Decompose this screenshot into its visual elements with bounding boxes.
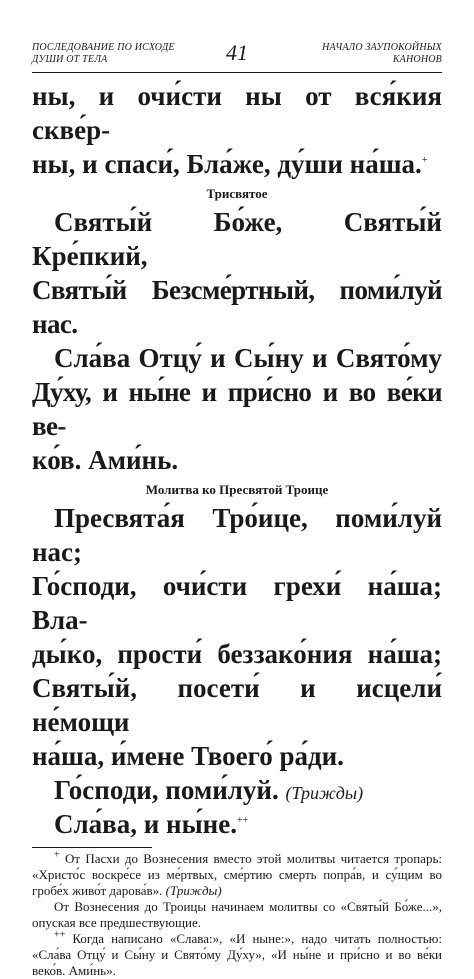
- trinity-line-2: Го́споди, очи́сти грехи́ на́ша; Вла-: [32, 571, 442, 635]
- trisagion-line-5: ко́в. Ами́нь.: [32, 445, 179, 475]
- trisagion-heading: Трисвятое: [206, 186, 268, 201]
- trisagion-line-2: Святы́й Безсме́ртный, поми́луй нас.: [32, 275, 442, 339]
- footnote-2: От Вознесения до Троицы начинаем молитвы со «Святы́й Бо́же...», опуская все предшествующие.: [32, 899, 442, 930]
- intro-line-2: [32, 147, 442, 181]
- trinity-prayer-heading: Молитва ко Пресвятой Троице: [145, 482, 329, 497]
- lord-have-mercy-line: [32, 773, 442, 807]
- trinity-line-1: Пресвята́я Тро́ице, поми́луй нас;: [32, 503, 442, 567]
- glory-now-text: Сла́ва, и ны́не.: [54, 809, 237, 839]
- book-page: [32, 38, 442, 979]
- trinity-line-4: Святы́й, посети́ и исцели́ не́мощи: [32, 673, 442, 737]
- header-right-line-2: КАНОНОВ: [392, 54, 442, 65]
- header-left-line-1: ПОСЛЕДОВАНИЕ ПО ИСХОДЕ: [32, 42, 175, 53]
- thrice-rubric: (Трижды): [285, 783, 364, 803]
- footnote-1: [32, 851, 442, 899]
- footnote-mark-2: ++: [236, 815, 249, 826]
- footnote-1-text: От Пасхи до Вознесения вместо этой молитвы читается тропарь: «Христо́с воскре́се из ме́ртвых, сме́ртию смерть попра́в, и су́щим во гробе́х живо́т дарова́в».: [32, 851, 442, 898]
- lord-have-mercy-text: Го́споди, поми́луй.: [54, 775, 279, 805]
- header-left-title: [32, 42, 192, 66]
- footnote-3-mark: ++: [54, 929, 66, 941]
- intro-line-1: ны, и очи́сти ны от вся́кия скве́р-: [32, 81, 442, 145]
- footnote-1-mark: +: [54, 849, 60, 861]
- intro-line-2-text: ны, и спаси́, Бла́же, ду́ши на́ша.: [32, 149, 422, 179]
- trinity-line-3: ды́ко, прости́ беззако́ния на́ша;: [32, 639, 442, 669]
- footnote-3: [32, 931, 442, 979]
- glory-now-line: [32, 807, 442, 841]
- page-number: 41: [226, 40, 248, 65]
- trisagion-line-3: Сла́ва Отцу́ и Сы́ну и Свято́му: [54, 343, 442, 373]
- footnote-3-text: Когда написано «Слава:», «И ныне:», надо читать полностью: «Сла́ва Отцу́ и Сы́ну и Свято́му Ду́ху», «И ны́не и при́сно и во ве́ки веко́в. Ами́нь».: [32, 931, 443, 978]
- header-left-line-2: ДУШИ ОТ ТЕЛА: [32, 54, 108, 65]
- header-right-line-1: НАЧАЛО ЗАУПОКОЙНЫХ: [322, 42, 442, 53]
- footnote-mark-1: +: [421, 155, 428, 166]
- header-right-title: [292, 42, 442, 66]
- running-header: [32, 38, 442, 73]
- trinity-line-5: на́ша, и́мене Твоего́ ра́ди.: [32, 741, 344, 771]
- trisagion-line-4: Ду́ху, и ны́не и при́сно и во ве́ки ве-: [32, 377, 442, 441]
- trisagion-line-1: Святы́й Бо́же, Святы́й Кре́пкий,: [32, 207, 442, 271]
- footnote-1-italic: (Трижды): [165, 883, 222, 898]
